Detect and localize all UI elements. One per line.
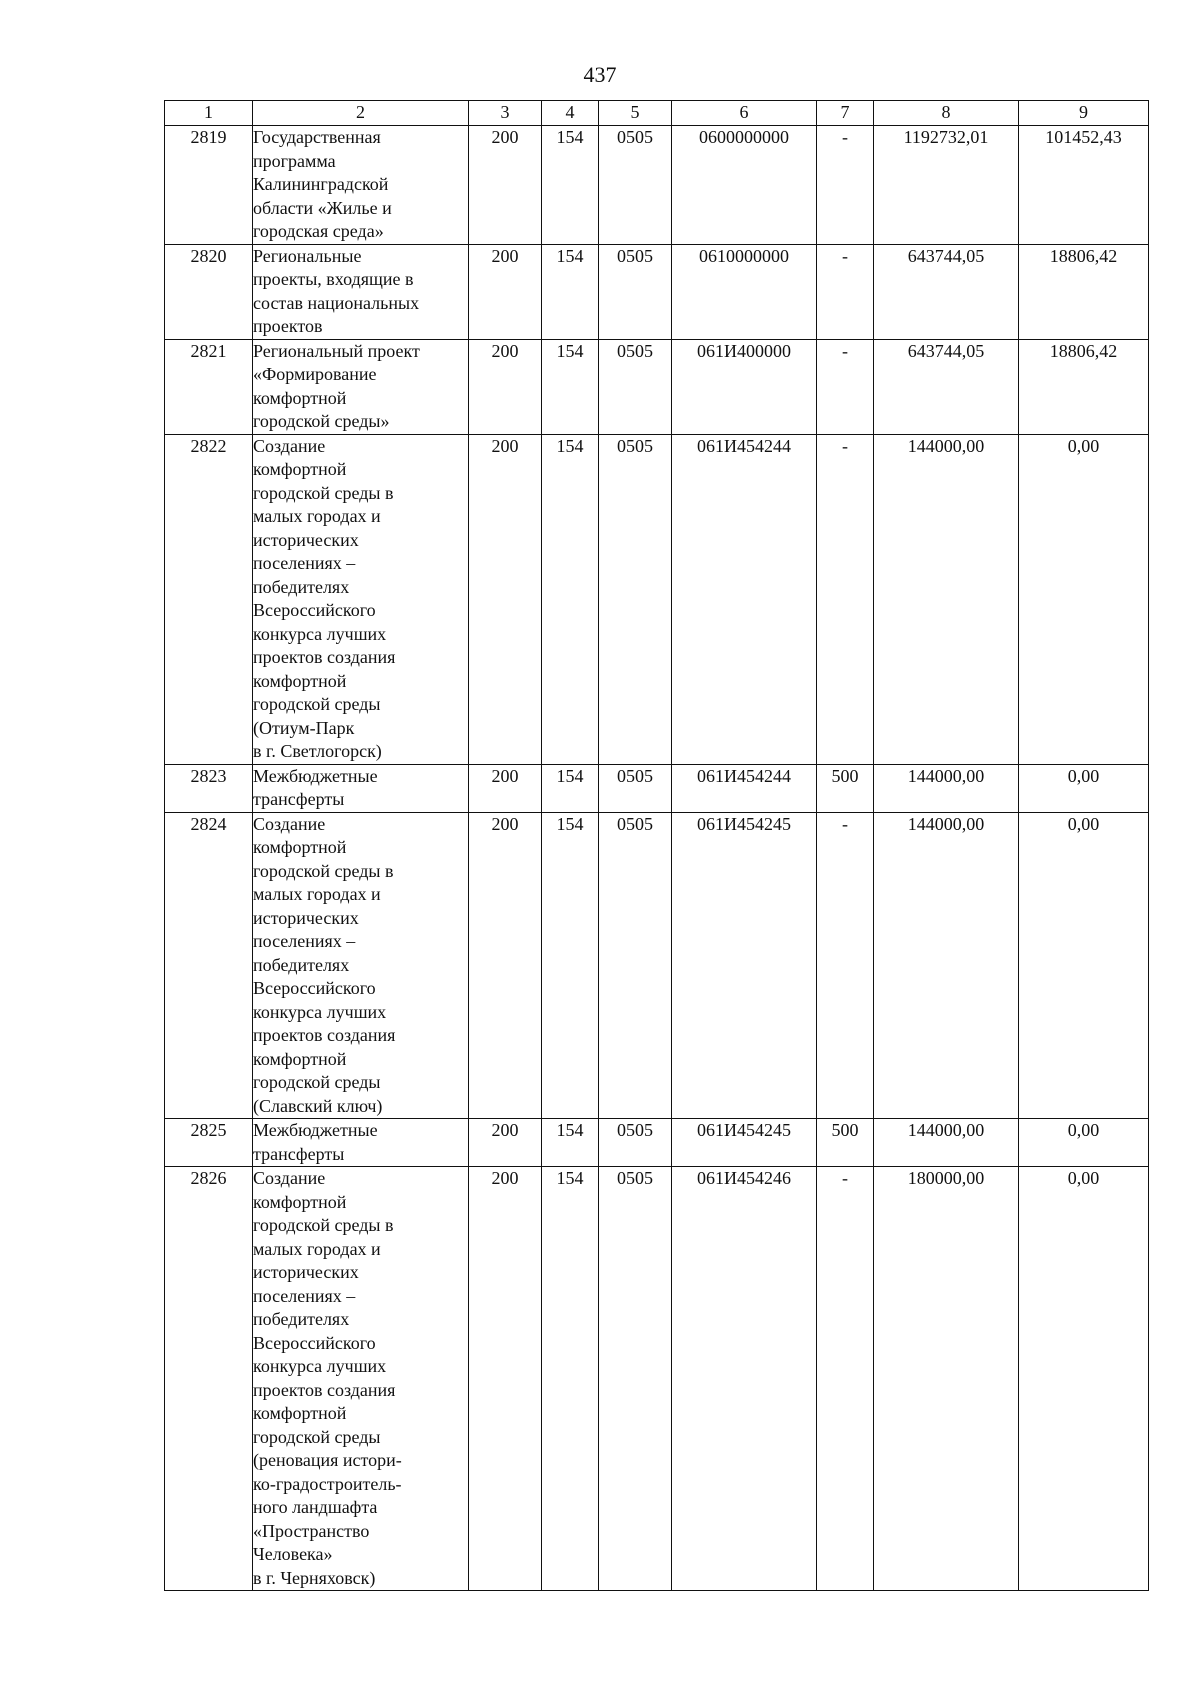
cell-col3: 200 [469,244,542,339]
cell-col5: 0505 [599,434,672,764]
column-header-8: 8 [874,101,1019,126]
row-name [253,764,469,812]
cell-col7: - [817,126,874,245]
cell-col3: 200 [469,339,542,434]
cell-col5: 0505 [599,1167,672,1591]
cell-col4: 154 [542,812,599,1119]
page-number: 437 [583,62,617,87]
cell-col8: 144000,00 [874,1119,1019,1167]
cell-col8: 643744,05 [874,339,1019,434]
cell-col5: 0505 [599,812,672,1119]
cell-col3: 200 [469,764,542,812]
row-name-text: Межбюджетные трансферты [253,765,378,809]
cell-col9: 0,00 [1019,764,1149,812]
column-header-9: 9 [1019,101,1149,126]
row-number: 2822 [165,434,253,764]
column-header-3: 3 [469,101,542,126]
cell-col4: 154 [542,1167,599,1591]
cell-col7: - [817,434,874,764]
header-row [165,101,1149,126]
row-name-text: Создание комфортной городской среды в малых городах и исторических поселениях – победителях Всероссийского конкурса лучших проектов создания комфортной городской среды (реновация истори- ко-градостроитель- ного ландшафта «Пространство Человека» в г. Черняховск) [253,1168,402,1588]
cell-col4: 154 [542,339,599,434]
row-name [253,244,469,339]
column-header-6: 6 [672,101,817,126]
row-number: 2821 [165,339,253,434]
cell-col6: 061И454244 [672,764,817,812]
row-number: 2826 [165,1167,253,1591]
row-name [253,812,469,1119]
column-header-5: 5 [599,101,672,126]
cell-col4: 154 [542,244,599,339]
table-row [165,1167,1149,1591]
row-name-text: Создание комфортной городской среды в малых городах и исторических поселениях – победителях Всероссийского конкурса лучших проектов создания комфортной городской среды (Отиум-Парк в г. Светлогорск) [253,435,396,761]
row-name-text: Межбюджетные трансферты [253,1120,378,1164]
cell-col3: 200 [469,812,542,1119]
cell-col5: 0505 [599,339,672,434]
cell-col8: 144000,00 [874,764,1019,812]
row-number: 2825 [165,1119,253,1167]
row-number: 2823 [165,764,253,812]
cell-col3: 200 [469,1119,542,1167]
cell-col7: 500 [817,764,874,812]
cell-col9: 0,00 [1019,1167,1149,1591]
budget-table [164,100,1149,1591]
cell-col3: 200 [469,434,542,764]
cell-col6: 061И454245 [672,1119,817,1167]
cell-col9: 18806,42 [1019,339,1149,434]
cell-col3: 200 [469,1167,542,1591]
row-name [253,126,469,245]
cell-col7: - [817,339,874,434]
cell-col8: 144000,00 [874,812,1019,1119]
cell-col7: - [817,244,874,339]
cell-col6: 061И454246 [672,1167,817,1591]
column-header-4: 4 [542,101,599,126]
cell-col7: - [817,1167,874,1591]
row-name-text: Создание комфортной городской среды в малых городах и исторических поселениях – победителях Всероссийского конкурса лучших проектов создания комфортной городской среды (Славский ключ) [253,813,396,1116]
cell-col9: 18806,42 [1019,244,1149,339]
cell-col6: 0610000000 [672,244,817,339]
table-row [165,244,1149,339]
cell-col9: 0,00 [1019,812,1149,1119]
column-header-2: 2 [253,101,469,126]
cell-col5: 0505 [599,126,672,245]
cell-col6: 0600000000 [672,126,817,245]
cell-col4: 154 [542,764,599,812]
row-number: 2824 [165,812,253,1119]
cell-col7: 500 [817,1119,874,1167]
cell-col3: 200 [469,126,542,245]
row-number: 2820 [165,244,253,339]
cell-col7: - [817,812,874,1119]
cell-col5: 0505 [599,764,672,812]
table-row [165,339,1149,434]
cell-col4: 154 [542,126,599,245]
cell-col4: 154 [542,1119,599,1167]
cell-col8: 1192732,01 [874,126,1019,245]
cell-col5: 0505 [599,1119,672,1167]
cell-col6: 061И400000 [672,339,817,434]
cell-col8: 144000,00 [874,434,1019,764]
table-row [165,764,1149,812]
table-row [165,434,1149,764]
cell-col4: 154 [542,434,599,764]
cell-col8: 180000,00 [874,1167,1019,1591]
cell-col9: 101452,43 [1019,126,1149,245]
table-row [165,126,1149,245]
row-name-text: Региональный проект «Формирование комфортной городской среды» [253,340,420,431]
table-row [165,1119,1149,1167]
row-name [253,1167,469,1591]
column-header-7: 7 [817,101,874,126]
cell-col8: 643744,05 [874,244,1019,339]
row-name [253,434,469,764]
cell-col6: 061И454244 [672,434,817,764]
row-name-text: Государственная программа Калининградской области «Жилье и городская среда» [253,127,392,241]
row-name-text: Региональные проекты, входящие в состав национальных проектов [253,245,420,336]
row-name [253,339,469,434]
column-header-1: 1 [165,101,253,126]
row-name [253,1119,469,1167]
cell-col6: 061И454245 [672,812,817,1119]
row-number: 2819 [165,126,253,245]
cell-col5: 0505 [599,244,672,339]
table-row [165,812,1149,1119]
cell-col9: 0,00 [1019,434,1149,764]
cell-col9: 0,00 [1019,1119,1149,1167]
